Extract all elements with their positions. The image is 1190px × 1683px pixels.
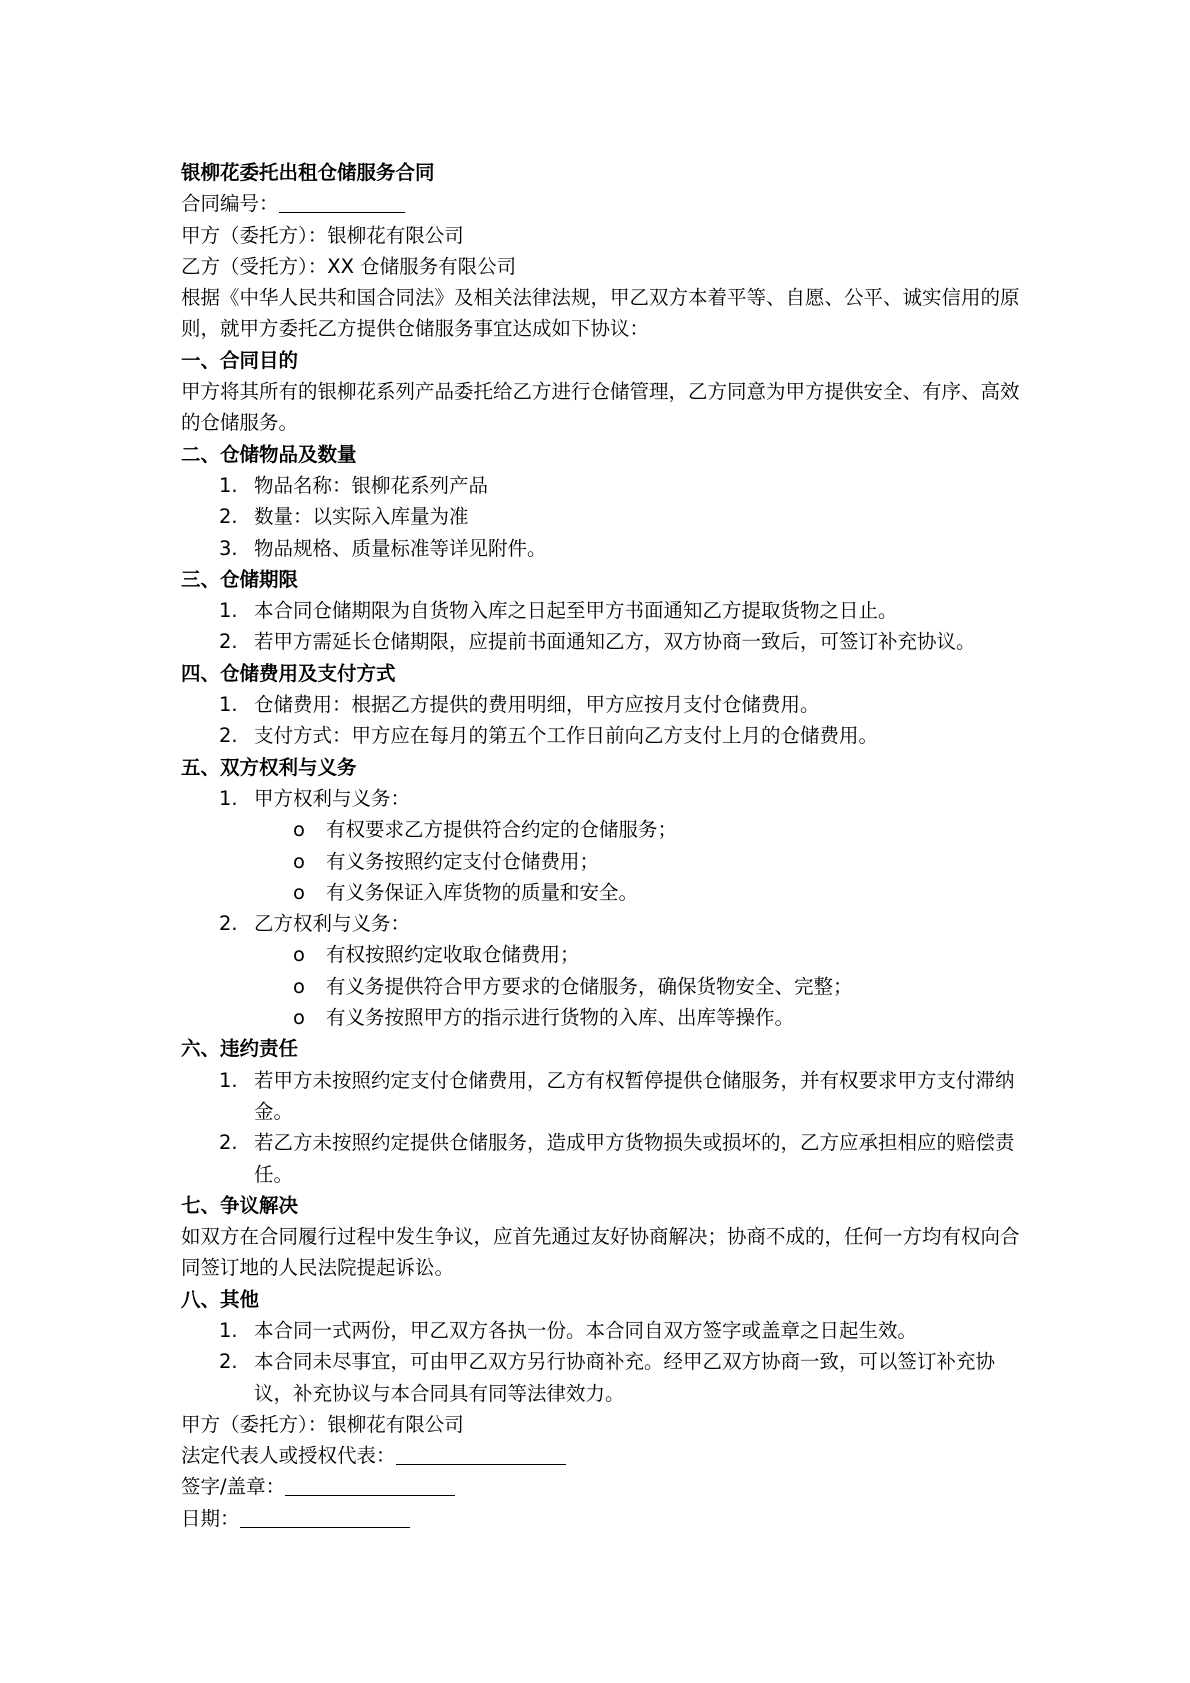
list-item	[181, 595, 1031, 626]
section-8-heading: 八、其他	[181, 1287, 260, 1311]
list-number: 2.	[219, 912, 238, 936]
list-item	[181, 908, 1031, 939]
list-text: 若甲方未按照约定支付仓储费用，乙方有权暂停提供仓储服务，并有权要求甲方支付滞纳金。	[254, 1068, 1015, 1123]
list-text: 甲方权利与义务：	[254, 786, 411, 810]
list-text: 本合同仓储期限为自货物入库之日起至甲方书面通知乙方提取货物之日止。	[254, 599, 898, 623]
sub-list-item	[181, 1002, 1031, 1033]
representative-blank	[396, 1442, 566, 1465]
section-2-heading: 二、仓储物品及数量	[181, 442, 357, 466]
list-number: 1.	[219, 1318, 238, 1342]
section-3-heading: 三、仓储期限	[181, 567, 299, 591]
contract-document	[181, 157, 1031, 1534]
bullet-marker: o	[293, 1006, 305, 1030]
list-text: 若甲方需延长仓储期限，应提前书面通知乙方，双方协商一致后，可签订补充协议。	[254, 630, 976, 654]
bullet-marker: o	[293, 849, 305, 873]
list-text: 乙方权利与义务：	[254, 912, 411, 936]
party-b-line: 乙方（受托方）：XX 仓储服务有限公司	[181, 254, 517, 278]
list-number: 1.	[219, 473, 238, 497]
seal-label: 签字/盖章：	[181, 1475, 286, 1499]
contract-number-blank	[279, 190, 405, 213]
list-number: 2.	[219, 505, 238, 529]
preamble: 根据《中华人民共和国合同法》及相关法律法规，甲乙双方本着平等、自愿、公平、诚实信用的原则，就甲方委托乙方提供仓储服务事宜达成如下协议：	[181, 286, 1020, 341]
date-label: 日期：	[181, 1506, 240, 1530]
date-line	[181, 1503, 1031, 1534]
date-blank	[240, 1505, 410, 1528]
sub-list-text: 有权要求乙方提供符合约定的仓储服务；	[326, 818, 678, 842]
sub-list-item	[181, 814, 1031, 845]
list-text: 本合同未尽事宜，可由甲乙双方另行协商补充。经甲乙双方协商一致，可以签订补充协议，补充协议与本合同具有同等法律效力。	[254, 1350, 996, 1405]
list-item	[181, 501, 1031, 532]
list-text: 物品名称：银柳花系列产品	[254, 473, 489, 497]
bullet-marker: o	[293, 818, 305, 842]
sub-list-text: 有义务保证入库货物的质量和安全。	[326, 880, 639, 904]
list-item	[181, 533, 1031, 564]
sub-list-text: 有义务按照约定支付仓储费用；	[326, 849, 600, 873]
list-item	[181, 470, 1031, 501]
list-text: 仓储费用：根据乙方提供的费用明细，甲方应按月支付仓储费用。	[254, 693, 820, 717]
list-text: 若乙方未按照约定提供仓储服务，造成甲方货物损失或损坏的，乙方应承担相应的赔偿责任。	[254, 1131, 1015, 1186]
document-title: 银柳花委托出租仓储服务合同	[181, 161, 435, 184]
list-item	[181, 1127, 1031, 1190]
sub-list-item	[181, 846, 1031, 877]
list-number: 2.	[219, 630, 238, 654]
list-text: 物品规格、质量标准等详见附件。	[254, 536, 547, 560]
party-a-line: 甲方（委托方）：银柳花有限公司	[181, 223, 464, 247]
section-1-heading: 一、合同目的	[181, 348, 299, 372]
representative-line	[181, 1440, 1031, 1471]
bullet-marker: o	[293, 943, 305, 967]
list-text: 支付方式：甲方应在每月的第五个工作日前向乙方支付上月的仓储费用。	[254, 724, 879, 748]
list-number: 3.	[219, 536, 238, 560]
list-item	[181, 720, 1031, 751]
signature-party: 甲方（委托方）：银柳花有限公司	[181, 1412, 464, 1436]
list-text: 数量：以实际入库量为准	[254, 505, 469, 529]
sub-list-text: 有义务提供符合甲方要求的仓储服务，确保货物安全、完整；	[326, 974, 853, 998]
representative-label: 法定代表人或授权代表：	[181, 1444, 396, 1468]
list-item	[181, 1065, 1031, 1128]
bullet-marker: o	[293, 880, 305, 904]
section-4-heading: 四、仓储费用及支付方式	[181, 661, 396, 685]
sub-list-text: 有义务按照甲方的指示进行货物的入库、出库等操作。	[326, 1006, 795, 1030]
section-7-text: 如双方在合同履行过程中发生争议，应首先通过友好协商解决；协商不成的，任何一方均有权向合同签订地的人民法院提起诉讼。	[181, 1225, 1020, 1280]
sub-list-item	[181, 971, 1031, 1002]
list-number: 2.	[219, 724, 238, 748]
list-number: 2.	[219, 1350, 238, 1374]
bullet-marker: o	[293, 974, 305, 998]
list-number: 1.	[219, 1068, 238, 1092]
seal-line	[181, 1471, 1031, 1502]
list-number: 1.	[219, 693, 238, 717]
section-6-heading: 六、违约责任	[181, 1037, 299, 1061]
list-text: 本合同一式两份，甲乙双方各执一份。本合同自双方签字或盖章之日起生效。	[254, 1318, 918, 1342]
list-number: 2.	[219, 1131, 238, 1155]
section-5-heading: 五、双方权利与义务	[181, 755, 357, 779]
list-number: 1.	[219, 599, 238, 623]
sub-list-text: 有权按照约定收取仓储费用；	[326, 943, 580, 967]
list-item	[181, 783, 1031, 814]
section-7-heading: 七、争议解决	[181, 1193, 299, 1217]
seal-blank	[285, 1473, 455, 1496]
list-item	[181, 626, 1031, 657]
list-item	[181, 689, 1031, 720]
contract-number-line	[181, 188, 1031, 219]
list-item	[181, 1346, 1031, 1409]
list-number: 1.	[219, 786, 238, 810]
sub-list-item	[181, 877, 1031, 908]
contract-number-label: 合同编号：	[181, 192, 279, 216]
section-1-text: 甲方将其所有的银柳花系列产品委托给乙方进行仓储管理，乙方同意为甲方提供安全、有序、高效的仓储服务。	[181, 380, 1020, 435]
list-item	[181, 1315, 1031, 1346]
sub-list-item	[181, 939, 1031, 970]
